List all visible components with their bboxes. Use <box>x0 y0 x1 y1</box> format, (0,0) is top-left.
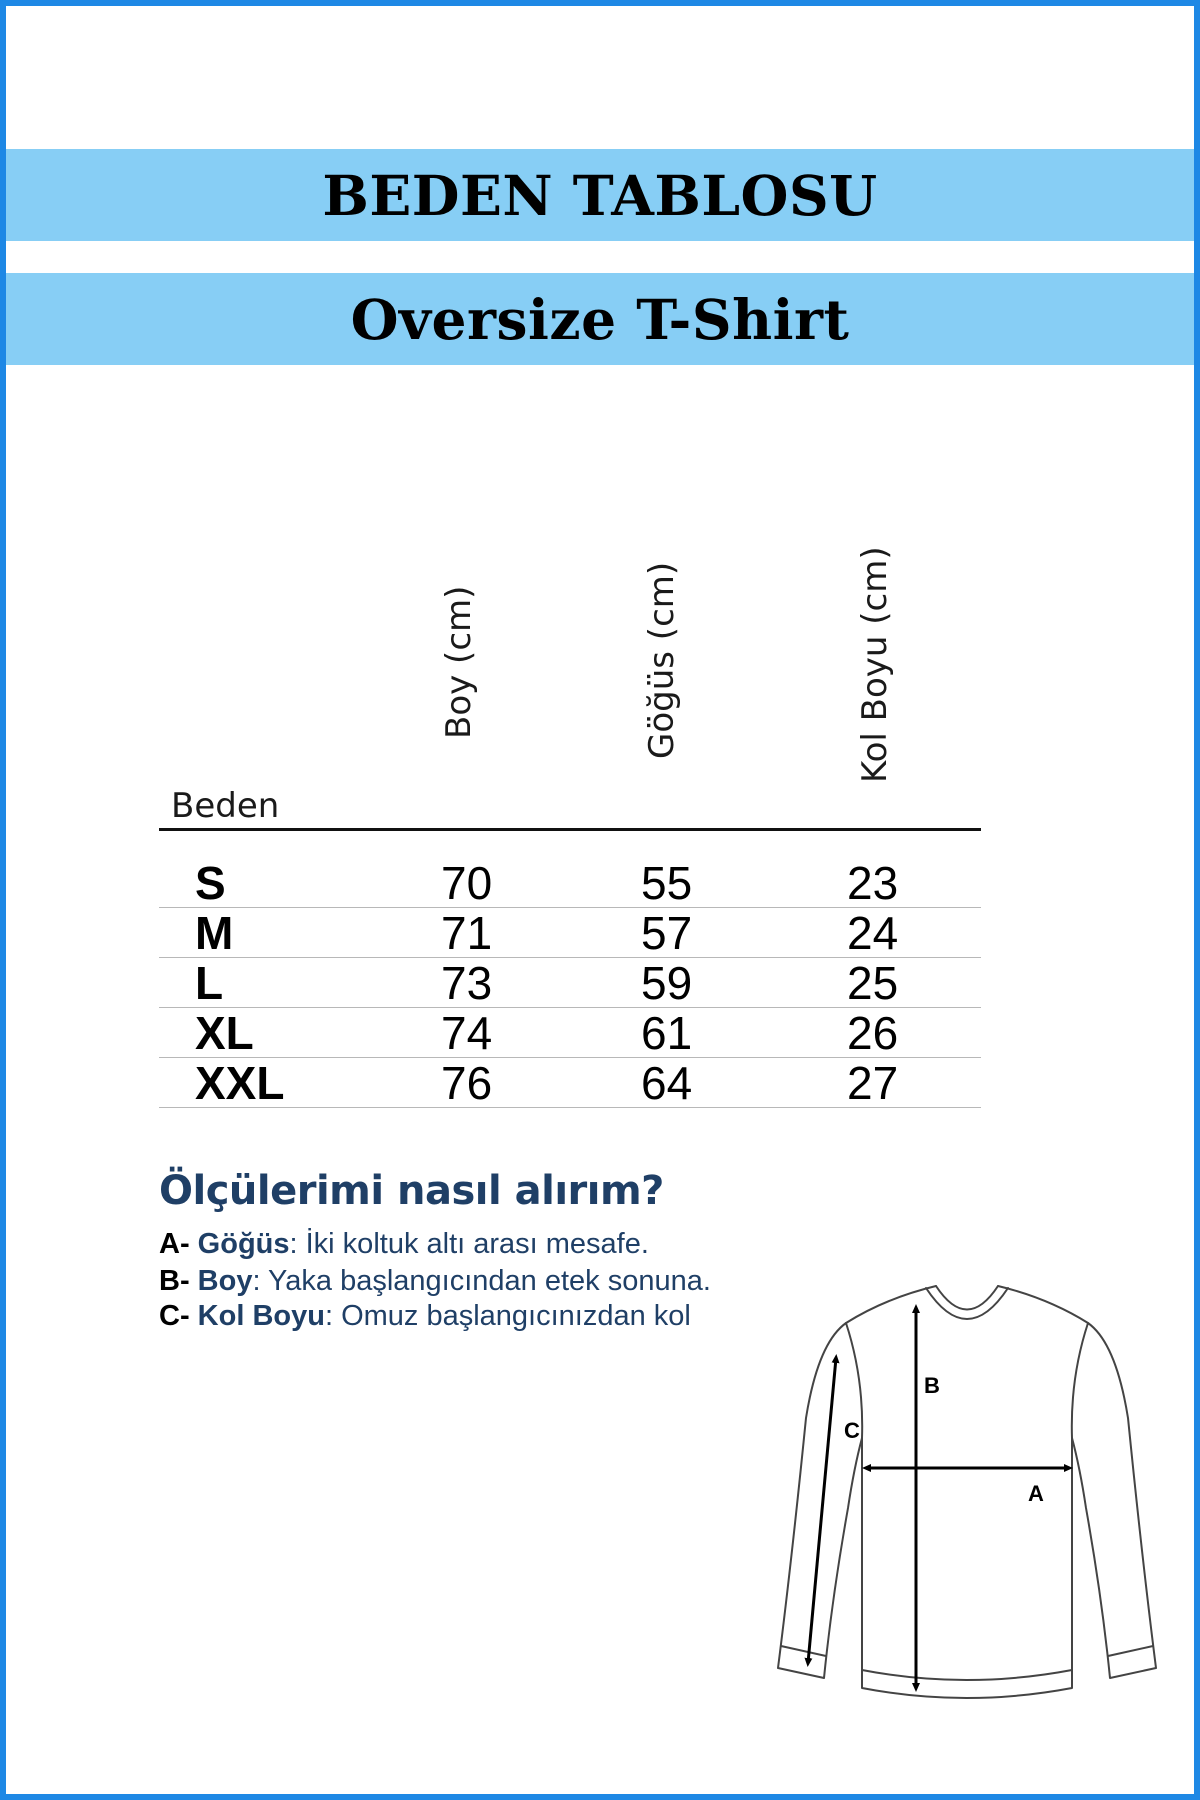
title-band <box>6 149 1194 241</box>
size-cell: XXL <box>195 1057 285 1109</box>
label-a: A <box>1028 1481 1044 1506</box>
header-divider <box>159 828 981 831</box>
gogus-cell: 57 <box>641 907 693 959</box>
column-header-kol-boyu: Kol Boyu (cm) <box>855 546 895 783</box>
instruction-letter: C- <box>159 1300 190 1332</box>
instruction-term: Boy <box>197 1265 253 1297</box>
howto-title: Ölçülerimi nasıl alırım? <box>159 1168 664 1214</box>
size-table <box>159 858 981 1108</box>
instruction-desc: : İki koltuk altı arası mesafe. <box>289 1228 649 1260</box>
table-row <box>159 858 981 908</box>
instruction-c <box>159 1300 691 1333</box>
size-cell: L <box>195 957 224 1009</box>
boy-cell: 71 <box>441 907 493 959</box>
instruction-term: Kol Boyu <box>197 1300 325 1332</box>
kol-boyu-cell: 25 <box>847 957 899 1009</box>
size-cell: M <box>195 907 234 959</box>
instruction-letter: A- <box>159 1228 190 1260</box>
instruction-a <box>159 1228 649 1261</box>
table-row <box>159 1008 981 1058</box>
boy-cell: 76 <box>441 1057 493 1109</box>
kol-boyu-cell: 24 <box>847 907 899 959</box>
gogus-cell: 64 <box>641 1057 693 1109</box>
kol-boyu-cell: 26 <box>847 1007 899 1059</box>
column-header-boy: Boy (cm) <box>439 585 479 739</box>
table-row <box>159 958 981 1008</box>
column-header-gogus: Göğüs (cm) <box>642 561 682 759</box>
size-cell: XL <box>195 1007 254 1059</box>
page-subtitle: Oversize T-Shirt <box>350 286 850 352</box>
instruction-b <box>159 1265 711 1298</box>
instruction-letter: B- <box>159 1265 190 1297</box>
gogus-cell: 55 <box>641 857 693 909</box>
instruction-desc: : Omuz başlangıcınızdan kol <box>324 1300 691 1332</box>
table-row <box>159 908 981 958</box>
boy-cell: 70 <box>441 857 493 909</box>
instruction-term: Göğüs <box>197 1228 290 1260</box>
size-cell: S <box>195 857 226 909</box>
kol-boyu-cell: 23 <box>847 857 899 909</box>
label-c: C <box>844 1418 860 1443</box>
table-row <box>159 1058 981 1108</box>
boy-cell: 74 <box>441 1007 493 1059</box>
boy-cell: 73 <box>441 957 493 1009</box>
page-title: BEDEN TABLOSU <box>322 162 878 228</box>
gogus-cell: 59 <box>641 957 693 1009</box>
label-b: B <box>924 1373 940 1398</box>
sweatshirt-measurement-icon <box>766 1268 1186 1738</box>
column-header-beden: Beden <box>171 786 280 826</box>
gogus-cell: 61 <box>641 1007 693 1059</box>
kol-boyu-cell: 27 <box>847 1057 899 1109</box>
instruction-desc: : Yaka başlangıcından etek sonuna. <box>252 1265 711 1297</box>
subtitle-band <box>6 273 1194 365</box>
